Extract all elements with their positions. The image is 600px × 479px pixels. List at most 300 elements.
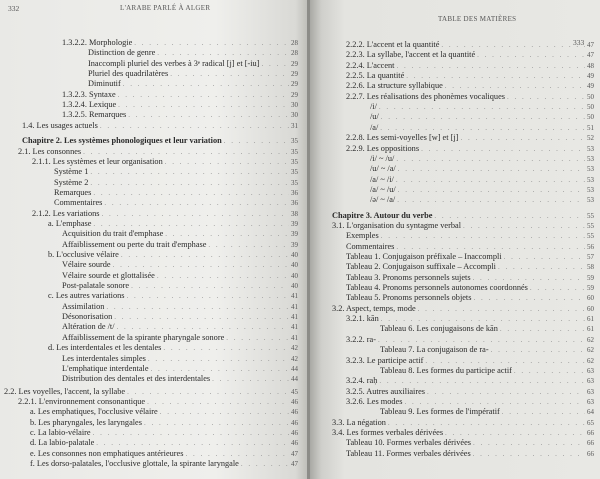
toc-entry-title: 3.4. Les formes verbales dérivées: [332, 427, 444, 437]
toc-leader-dots: [157, 48, 289, 58]
toc-entry-page: 55: [587, 232, 594, 241]
toc-entry-title: Tableau 3. Pronoms personnels sujets: [346, 272, 471, 282]
toc-entry-page: 40: [291, 251, 298, 259]
toc-entry-title: Altération de /t/: [62, 322, 115, 332]
toc-entry-page: 42: [291, 354, 298, 363]
toc-leader-dots: [381, 231, 585, 241]
toc-entry-page: 45: [291, 387, 298, 396]
toc-entry-title: Tableau 9. Les formes de l'impératif: [380, 407, 500, 417]
toc-entry-page: 66: [587, 449, 594, 458]
toc-entry-title: Exemples: [346, 231, 379, 241]
toc-entry: [346, 133, 594, 143]
toc-entry: [370, 164, 594, 174]
toc-entry-title: Post-palatale sonore: [62, 281, 130, 291]
toc-entry-title: 2.2. Les voyelles, l'accent, la syllabe: [4, 386, 126, 396]
toc-entry-title: Vélaire sourde et glottalisée: [62, 270, 155, 280]
toc-entry-page: 62: [587, 356, 594, 365]
toc-entry: [346, 252, 594, 262]
toc-entry-title: b. L'occlusive vélaire: [48, 250, 119, 259]
toc-entry-title: e. Les consonnes non emphatiques antérieures: [30, 448, 184, 458]
toc-entry-title: 1.3.2.2. Morphologie: [62, 38, 133, 47]
toc-entry: [54, 178, 298, 188]
toc-entry-page: 46: [291, 408, 298, 417]
toc-leader-dots: [100, 121, 289, 131]
toc-entry: [4, 387, 298, 397]
toc-entry-title: Inaccompli pluriel des verbes à 3ᵉ radical [j] et [-iu]: [88, 58, 260, 68]
toc-leader-dots: [463, 221, 585, 231]
toc-entry-page: 53: [587, 196, 594, 205]
toc-entry-title: 2.2.2. L'accent et la quantité: [346, 40, 440, 49]
toc-entry-page: 46: [291, 418, 298, 427]
toc-leader-dots: [473, 449, 585, 459]
toc-entry-title: Chapitre 2. Les systèmes phonologiques et leur variation: [22, 136, 222, 146]
toc-entry: [370, 112, 594, 122]
toc-entry: [346, 438, 594, 448]
toc-entry: [88, 79, 298, 89]
toc-entry-page: 53: [587, 165, 594, 174]
toc-entry: [30, 449, 298, 459]
toc-entry-title: 2.2.5. La quantité: [346, 71, 405, 81]
toc-entry: [346, 40, 594, 50]
toc-entry-page: 61: [587, 315, 594, 324]
toc-entry-page: 41: [291, 313, 298, 322]
toc-entry-title: L'emphatique interdentale: [62, 363, 149, 373]
toc-entry-page: 50: [587, 103, 594, 112]
toc-leader-dots: [165, 157, 289, 167]
toc-entry-page: 46: [291, 439, 298, 448]
toc-entry-title: 1.3.2.4. Lexique: [62, 100, 117, 110]
toc-entry-title: Tableau 10. Formes verbales dérivées: [346, 438, 471, 448]
toc-entry-title: /u/ ~ /a/: [370, 164, 396, 174]
toc-entry-title: a. Les emphatiques, l'occlusive vélaire: [30, 407, 158, 417]
toc-entry: [62, 90, 298, 100]
toc-entry-page: 53: [587, 144, 594, 153]
toc-leader-dots: [498, 262, 585, 272]
toc-entry-page: 47: [291, 460, 298, 468]
toc-entry: [22, 136, 298, 146]
toc-entry-title: Tableau 5. Pronoms personnels objets: [346, 293, 472, 303]
toc-entry: [18, 147, 298, 157]
toc-entry: [346, 283, 594, 293]
toc-entry: [62, 312, 298, 322]
toc-entry-title: 1.4. Les usages actuels: [22, 120, 98, 130]
toc-leader-dots: [185, 449, 289, 459]
toc-leader-dots: [404, 397, 585, 407]
toc-leader-dots: [226, 333, 289, 343]
toc-entry: [332, 221, 594, 231]
toc-leader-dots: [398, 164, 585, 174]
toc-entry-title: /u/: [370, 112, 379, 122]
toc-entry: [62, 229, 298, 239]
toc-entry-page: 59: [587, 284, 594, 293]
toc-entry-page: 39: [291, 219, 298, 228]
right-page-number: 333: [573, 38, 585, 47]
toc-entry-page: 62: [587, 335, 594, 344]
toc-entry-title: Désonorisation: [62, 312, 113, 322]
toc-entry-title: 1.3.2.5. Remarques: [62, 110, 127, 120]
toc-leader-dots: [90, 178, 289, 188]
toc-leader-dots: [427, 387, 585, 397]
toc-entry-page: 41: [291, 292, 298, 301]
toc-entry: [48, 250, 298, 260]
toc-entry-page: 35: [291, 147, 298, 156]
toc-entry-title: d. La labio-palatale: [30, 438, 95, 448]
toc-entry-title: Assimilation: [62, 301, 105, 311]
toc-entry: [346, 314, 594, 324]
toc-entry: [62, 110, 298, 120]
toc-entry: [62, 374, 298, 384]
toc-entry: [380, 324, 594, 334]
left-page-number: 332: [8, 4, 20, 13]
toc-leader-dots: [398, 185, 585, 195]
toc-entry-page: 44: [291, 364, 298, 373]
toc-entry-title: Tableau 2. Conjugaison suffixale – Accompli: [346, 262, 496, 272]
toc-entry-page: 55: [587, 221, 594, 230]
toc-entry-page: 63: [587, 377, 594, 386]
toc-entry-title: Tableau 7. La conjugaison de ra-: [380, 345, 489, 355]
toc-entry: [48, 219, 298, 229]
toc-entry-title: 3.2.1. kān: [346, 314, 379, 324]
toc-leader-dots: [473, 293, 585, 303]
left-running-head: L'ARABE PARLÉ À ALGER: [120, 4, 211, 12]
toc-entry-title: Vélaire sourde: [62, 260, 111, 270]
toc-entry-title: Commentaires: [54, 198, 103, 208]
toc-entry-title: Distribution des dentales et des interdentales: [62, 374, 211, 384]
toc-entry-page: 47: [587, 51, 594, 60]
toc-leader-dots: [224, 136, 289, 146]
toc-leader-dots: [163, 343, 289, 353]
toc-entry-title: /i/: [370, 102, 377, 112]
toc-entry: [48, 343, 298, 353]
toc-leader-dots: [504, 252, 585, 262]
toc-leader-dots: [131, 281, 289, 291]
toc-leader-dots: [514, 366, 585, 376]
toc-leader-dots: [477, 50, 585, 60]
toc-entry-title: Tableau 11. Formes verbales dérivées: [346, 448, 471, 458]
toc-leader-dots: [530, 283, 585, 293]
toc-entry: [346, 273, 594, 283]
toc-entry: [62, 333, 298, 343]
toc-entry: [32, 209, 298, 219]
toc-entry-title: Commentaires: [346, 241, 395, 251]
toc-entry: [346, 397, 594, 407]
toc-entry-title: Diminutif: [88, 79, 121, 89]
toc-entry: [346, 387, 594, 397]
toc-entry-title: 2.2.1. L'environnement consonantique: [18, 396, 146, 406]
toc-entry-page: 41: [291, 302, 298, 311]
toc-leader-dots: [127, 291, 290, 301]
toc-entry-title: 3.2.4. raḥ: [346, 376, 378, 386]
toc-leader-dots: [144, 418, 289, 428]
toc-entry-page: 48: [587, 61, 594, 70]
toc-entry-page: 47: [587, 41, 594, 49]
toc-entry: [22, 121, 298, 131]
toc-leader-dots: [147, 397, 289, 407]
toc-leader-dots: [434, 211, 585, 221]
toc-leader-dots: [396, 242, 585, 252]
toc-leader-dots: [208, 240, 289, 250]
toc-leader-dots: [502, 407, 585, 417]
toc-entry-title: 2.1.1. Les systèmes et leur organisation: [32, 156, 163, 166]
toc-entry-title: Acquisition du trait d'emphase: [62, 229, 164, 239]
toc-leader-dots: [473, 273, 585, 283]
toc-leader-dots: [418, 304, 585, 314]
toc-entry: [346, 262, 594, 272]
toc-leader-dots: [397, 195, 585, 205]
toc-leader-dots: [507, 92, 585, 102]
toc-entry-page: 46: [291, 397, 298, 406]
toc-entry: [346, 81, 594, 91]
toc-entry-page: 39: [291, 240, 298, 249]
toc-entry-title: 3.2.6. Les modes: [346, 396, 403, 406]
toc-entry-page: 29: [291, 59, 298, 68]
toc-leader-dots: [388, 418, 585, 428]
toc-leader-dots: [118, 100, 289, 110]
toc-entry-title: /a/ ~ /i/: [370, 174, 394, 184]
toc-entry: [48, 291, 298, 301]
toc-entry-page: 58: [587, 263, 594, 272]
toc-entry-title: 2.2.6. La structure syllabique: [346, 81, 443, 91]
toc-leader-dots: [128, 110, 289, 120]
toc-entry: [332, 428, 594, 438]
toc-entry-page: 28: [291, 49, 298, 58]
toc-leader-dots: [114, 312, 289, 322]
toc-leader-dots: [380, 123, 585, 133]
toc-leader-dots: [117, 322, 289, 332]
toc-entry-page: 63: [587, 366, 594, 375]
toc-entry-title: 3.2.2. ra-: [346, 334, 376, 344]
toc-entry-title: 3.2.3. Le participe actif: [346, 355, 424, 365]
toc-entry-title: /i/ ~ /u/: [370, 153, 395, 163]
toc-entry-page: 41: [291, 323, 298, 332]
toc-entry: [62, 100, 298, 110]
toc-entry-title: 3.1. L'organisation du syntagme verbal: [332, 220, 461, 230]
toc-entry-title: Tableau 1. Conjugaison préfixale – Inaccompli: [346, 252, 502, 261]
toc-entry-page: 49: [587, 82, 594, 91]
toc-leader-dots: [93, 428, 289, 438]
toc-leader-dots: [473, 438, 585, 448]
toc-entry-page: 46: [291, 428, 298, 437]
toc-leader-dots: [396, 154, 585, 164]
toc-entry-title: 2.2.9. Les oppositions: [346, 143, 420, 153]
toc-entry-title: Chapitre 3. Autour du verbe: [332, 210, 433, 220]
toc-entry-page: 61: [587, 325, 594, 334]
toc-entry-page: 39: [291, 230, 298, 239]
toc-leader-dots: [445, 428, 585, 438]
toc-leader-dots: [123, 79, 289, 89]
toc-entry-page: 40: [291, 261, 298, 270]
toc-entry-page: 64: [587, 408, 594, 417]
toc-entry-page: 60: [587, 304, 594, 313]
toc-entry-page: 53: [587, 185, 594, 194]
toc-entry: [380, 407, 594, 417]
toc-leader-dots: [93, 188, 289, 198]
toc-entry-title: 2.2.4. L'accent: [346, 60, 395, 70]
toc-entry: [346, 92, 594, 102]
toc-entry-title: 2.2.8. Les semi-voyelles [w] et [j]: [346, 133, 459, 143]
toc-entry: [30, 459, 298, 469]
toc-entry-page: 63: [587, 387, 594, 396]
toc-entry-title: 3.2.5. Autres auxiliaires: [346, 386, 426, 396]
toc-entry-page: 38: [291, 209, 298, 218]
toc-entry-title: 3.3. La négation: [332, 417, 386, 427]
toc-leader-dots: [397, 61, 586, 71]
toc-entry-title: 2.1. Les consonnes: [18, 146, 82, 156]
toc-entry: [30, 418, 298, 428]
toc-entry: [380, 345, 594, 355]
toc-leader-dots: [379, 376, 585, 386]
toc-entry: [62, 281, 298, 291]
toc-entry-title: Pluriel des quadrilatères: [88, 69, 169, 79]
toc-entry: [62, 38, 298, 48]
toc-entry: [62, 302, 298, 312]
toc-entry: [62, 271, 298, 281]
toc-entry-page: 55: [587, 211, 594, 220]
toc-entry-page: 52: [587, 134, 594, 143]
toc-entry-page: 44: [291, 375, 298, 384]
toc-entry: [332, 304, 594, 314]
toc-entry: [346, 231, 594, 241]
toc-entry: [346, 335, 594, 345]
toc-entry-page: 30: [291, 101, 298, 110]
toc-entry: [54, 188, 298, 198]
toc-entry-page: 47: [291, 449, 298, 458]
toc-leader-dots: [121, 250, 289, 260]
toc-leader-dots: [421, 144, 585, 154]
toc-entry-page: 50: [587, 113, 594, 122]
toc-entry-page: 28: [291, 39, 298, 47]
toc-leader-dots: [396, 175, 585, 185]
toc-leader-dots: [241, 459, 289, 469]
toc-entry-page: 35: [291, 168, 298, 177]
toc-entry-title: Tableau 4. Pronoms personnels autonomes coordonnés: [346, 283, 528, 293]
toc-leader-dots: [157, 271, 289, 281]
toc-entry: [346, 449, 594, 459]
toc-leader-dots: [160, 407, 289, 417]
toc-entry: [346, 144, 594, 154]
toc-leader-dots: [134, 38, 289, 48]
toc-entry-page: 40: [291, 282, 298, 291]
toc-entry-page: 49: [587, 72, 594, 81]
toc-entry-title: /a/: [370, 122, 379, 132]
toc-entry-title: Affaiblissement ou perte du trait d'emphase: [62, 239, 207, 249]
toc-entry-page: 66: [587, 428, 594, 437]
toc-entry-title: a. L'emphase: [48, 218, 92, 228]
toc-entry-title: Affaiblissement de la spirante pharyngale sonore: [62, 332, 225, 342]
toc-leader-dots: [113, 260, 289, 270]
toc-entry-title: 1.3.2.3. Syntaxe: [62, 89, 116, 99]
toc-leader-dots: [378, 335, 585, 345]
toc-entry-page: 29: [291, 90, 298, 99]
toc-leader-dots: [381, 314, 585, 324]
toc-entry: [346, 293, 594, 303]
toc-entry: [346, 376, 594, 386]
toc-entry: [346, 356, 594, 366]
toc-entry-title: /a/ ~ /u/: [370, 184, 396, 194]
toc-entry-page: 62: [587, 346, 594, 355]
toc-entry-title: Système 2: [54, 177, 89, 187]
toc-entry: [346, 61, 594, 71]
toc-leader-dots: [406, 71, 585, 81]
toc-leader-dots: [165, 229, 289, 239]
toc-leader-dots: [500, 324, 585, 334]
toc-entry-title: /ə/ ~ /a/: [370, 195, 396, 205]
toc-leader-dots: [460, 133, 585, 143]
toc-entry: [30, 438, 298, 448]
toc-leader-dots: [96, 438, 289, 448]
toc-leader-dots: [104, 198, 289, 208]
toc-leader-dots: [491, 345, 585, 355]
toc-entry: [18, 397, 298, 407]
toc-entry: [62, 322, 298, 332]
toc-entry-title: d. Les interdentales et les dentales: [48, 343, 162, 353]
toc-leader-dots: [441, 40, 585, 50]
toc-leader-dots: [83, 147, 289, 157]
toc-leader-dots: [381, 112, 585, 122]
toc-entry-page: 30: [291, 111, 298, 120]
toc-entry: [54, 167, 298, 177]
toc-entry-title: Tableau 6. Les conjugaisons de kān: [380, 324, 498, 334]
toc-entry: [30, 407, 298, 417]
toc-entry: [346, 50, 594, 60]
toc-leader-dots: [118, 90, 289, 100]
toc-entry-page: 35: [291, 178, 298, 187]
toc-leader-dots: [93, 219, 289, 229]
toc-entry-title: 2.2.3. La syllabe, l'accent et la quantité: [346, 50, 476, 60]
toc-entry-title: 3.2. Aspect, temps, mode: [332, 303, 416, 313]
toc-entry: [32, 157, 298, 167]
toc-entry-page: 29: [291, 70, 298, 79]
toc-entry: [370, 123, 594, 133]
toc-entry-page: 40: [291, 271, 298, 280]
toc-entry: [88, 69, 298, 79]
toc-entry-page: 36: [291, 199, 298, 208]
toc-entry: [332, 418, 594, 428]
toc-entry-page: 63: [587, 397, 594, 406]
toc-entry-page: 50: [587, 92, 594, 101]
toc-entry: [346, 242, 594, 252]
right-running-head: TABLE DES MATIÈRES: [438, 15, 517, 23]
toc-leader-dots: [148, 354, 289, 364]
toc-entry-title: Remarques: [54, 187, 92, 197]
toc-entry-title: Tableau 8. Les formes du participe actif: [380, 365, 512, 375]
toc-entry-page: 57: [587, 253, 594, 261]
toc-leader-dots: [425, 356, 585, 366]
toc-entry-page: 51: [587, 123, 594, 132]
toc-entry-title: b. Les pharyngales, les laryngales: [30, 417, 142, 427]
right-page: [310, 0, 600, 479]
toc-entry: [88, 48, 298, 58]
toc-entry-page: 29: [291, 80, 298, 89]
toc-entry-title: c. Les autres variations: [48, 291, 125, 301]
toc-entry: [88, 59, 298, 69]
toc-entry-page: 59: [587, 273, 594, 282]
toc-entry-page: 41: [291, 333, 298, 342]
toc-entry: [370, 195, 594, 205]
toc-leader-dots: [445, 81, 585, 91]
toc-entry-title: 2.2.7. Les réalisations des phonèmes vocaliques: [346, 91, 505, 101]
toc-entry: [62, 240, 298, 250]
toc-entry-page: 60: [587, 294, 594, 303]
toc-leader-dots: [170, 69, 289, 79]
toc-entry: [346, 71, 594, 81]
toc-entry-page: 35: [291, 137, 298, 146]
toc-entry: [370, 154, 594, 164]
toc-entry-page: 66: [587, 439, 594, 448]
toc-entry-title: Système 1: [54, 167, 89, 177]
toc-entry-title: Distinction de genre: [88, 48, 156, 58]
toc-entry-page: 56: [587, 242, 594, 251]
